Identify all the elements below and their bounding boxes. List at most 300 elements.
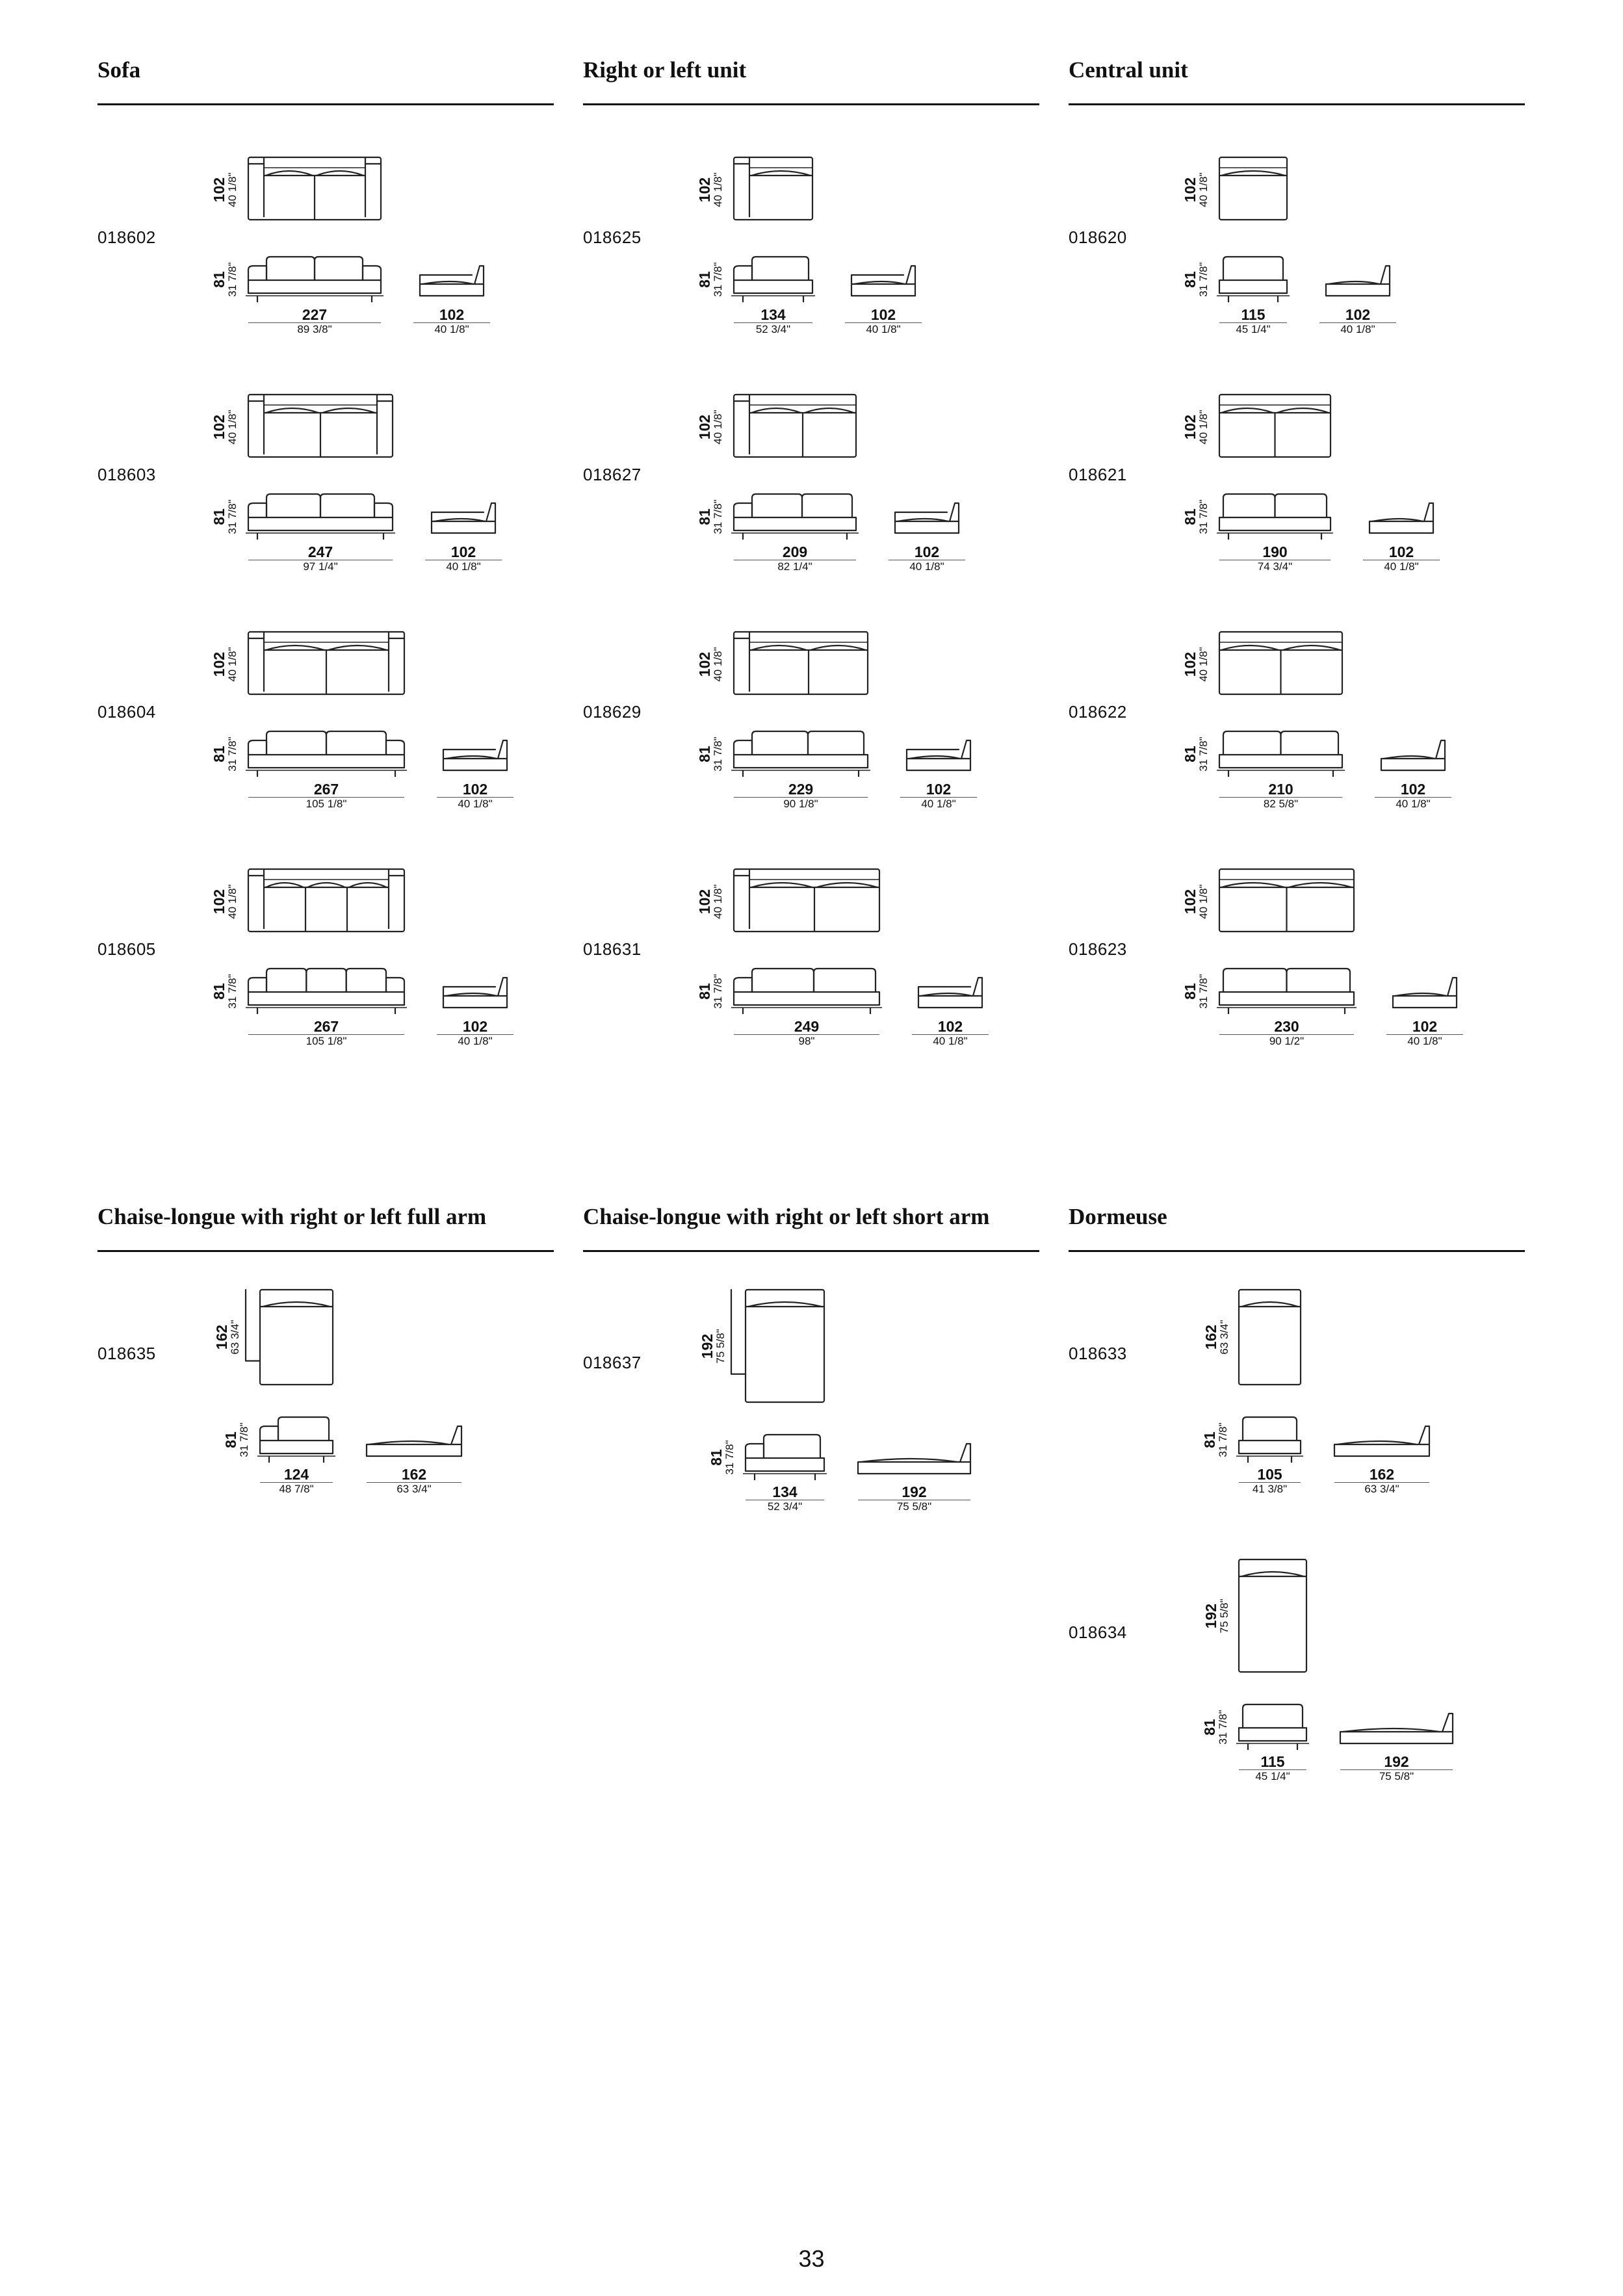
back-cushion-front-2 [802, 494, 852, 517]
top-view-drawing [1219, 869, 1354, 932]
product-code: 018604 [97, 702, 156, 722]
section-title: Right or left unit [583, 59, 1039, 105]
height-dimension-in: 31 7/8" [226, 262, 239, 297]
long-side-view-drawing [1334, 1426, 1429, 1456]
product-code: 018629 [583, 702, 642, 722]
width-dimension [260, 1467, 333, 1495]
side-dimension-cm: 192 [902, 1483, 927, 1500]
side-dimension-in: 75 5/8" [858, 1500, 970, 1513]
side-dimension-cm: 102 [1412, 1018, 1438, 1035]
depth-dimension-cm: 162 [213, 1324, 231, 1350]
long-side-view-drawing [367, 1426, 461, 1456]
height-dimension-in: 31 7/8" [238, 1422, 251, 1457]
top-view-drawing [248, 632, 404, 694]
side-dimension [1375, 781, 1451, 810]
side-dimension-cm: 102 [926, 781, 952, 798]
side-dimension-in: 40 1/8" [437, 1034, 513, 1047]
product-item [1069, 1290, 1525, 1504]
product-item [583, 624, 1039, 839]
side-dimension-cm: 102 [870, 306, 896, 323]
product-drawing [1069, 150, 1525, 364]
depth-dimension-cm: 102 [696, 177, 714, 203]
back-cushion-front-1 [1223, 969, 1287, 992]
side-dimension-cm: 102 [462, 1018, 488, 1035]
depth-dimension-in: 75 5/8" [1218, 1598, 1231, 1634]
product-code: 018631 [583, 939, 642, 959]
front-view-drawing [731, 494, 859, 540]
depth-dimension-in: 63 3/4" [1218, 1320, 1231, 1355]
chaise-seat [367, 1444, 461, 1456]
side-view-drawing [1370, 503, 1433, 533]
left-arm-front [734, 503, 752, 517]
back-cushion-front-2 [808, 731, 864, 755]
depth-dimension-cm: 102 [1182, 177, 1199, 203]
width-dimension-in: 45 1/4" [1239, 1769, 1306, 1782]
height-dimension-in: 31 7/8" [1197, 737, 1210, 772]
side-backrest [906, 266, 915, 284]
side-dimension-in: 63 3/4" [1334, 1482, 1429, 1495]
front-view-drawing [731, 731, 870, 777]
side-backrest [474, 266, 484, 284]
back-cushion-front-1 [1243, 1417, 1297, 1441]
side-backrest [961, 740, 970, 759]
side-dimension-in: 40 1/8" [1319, 322, 1396, 335]
height-dimension-cm: 81 [1182, 271, 1199, 288]
side-dimension [413, 307, 490, 335]
side-view-drawing [895, 503, 959, 533]
seat-base [248, 517, 393, 530]
height-dimension-cm: 81 [222, 1431, 240, 1448]
height-dimension-cm: 81 [1182, 746, 1199, 763]
back-cushion-front-2 [1281, 731, 1339, 755]
back-cushion-front-2 [1275, 494, 1327, 517]
back-cushion-front-1 [752, 257, 809, 280]
seat-base [734, 517, 856, 530]
front-view-drawing [731, 257, 815, 302]
seat-base [1239, 1728, 1306, 1741]
side-dimension [1319, 307, 1396, 335]
top-view-drawing [734, 869, 879, 932]
side-dimension-in: 40 1/8" [900, 797, 977, 810]
depth-dimension-in: 63 3/4" [229, 1320, 242, 1355]
side-dimension [1386, 1019, 1463, 1047]
depth-dimension-cm: 102 [696, 414, 714, 440]
product-code: 018621 [1069, 465, 1127, 484]
front-view-drawing [246, 494, 395, 540]
chaise-backrest [1442, 1714, 1453, 1732]
height-dimension-in: 31 7/8" [1197, 974, 1210, 1009]
depth-dimension-in: 40 1/8" [226, 647, 239, 682]
product-code: 018633 [1069, 1344, 1127, 1363]
side-dimension-cm: 162 [1369, 1466, 1395, 1483]
left-arm-front [734, 266, 752, 280]
section-6 [1069, 1204, 1525, 1783]
depth-dimension-in: 40 1/8" [712, 647, 725, 682]
side-seat [1326, 284, 1390, 296]
width-dimension [746, 1484, 824, 1513]
side-dimension-cm: 162 [401, 1466, 427, 1483]
width-dimension [248, 544, 393, 573]
chaise-backrest [960, 1444, 970, 1462]
width-dimension [734, 544, 856, 573]
top-view-outline [734, 395, 856, 457]
side-dimension-cm: 102 [937, 1018, 963, 1035]
height-dimension-in: 31 7/8" [1217, 1422, 1230, 1457]
height-dimension-in: 31 7/8" [712, 262, 725, 297]
seat-base [248, 992, 404, 1005]
front-view-drawing [1236, 1704, 1309, 1750]
side-dimension [425, 544, 502, 573]
seat-base [734, 992, 879, 1005]
product-code: 018634 [1069, 1623, 1127, 1642]
width-dimension-in: 82 1/4" [734, 560, 856, 573]
product-item [583, 150, 1039, 364]
height-dimension-cm: 81 [696, 508, 714, 525]
product-item [1069, 624, 1525, 839]
seat-base [248, 280, 381, 293]
depth-dimension-cm: 102 [1182, 651, 1199, 677]
height-dimension-in: 31 7/8" [723, 1440, 736, 1475]
width-dimension-cm: 229 [788, 781, 814, 798]
product-drawing [583, 1290, 1039, 1504]
top-view-drawing [1219, 157, 1287, 220]
chaise-backrest [451, 1426, 461, 1444]
side-seat [1370, 521, 1433, 533]
side-dimension-cm: 102 [462, 781, 488, 798]
back-cushion-front-2 [814, 969, 876, 992]
height-dimension-in: 31 7/8" [1197, 262, 1210, 297]
side-dimension-cm: 102 [914, 543, 940, 560]
side-view-drawing [443, 978, 507, 1008]
height-dimension-cm: 81 [211, 983, 228, 1000]
product-item [1069, 861, 1525, 1076]
side-dimension-in: 40 1/8" [1375, 797, 1451, 810]
right-arm-front [374, 503, 393, 517]
side-seat [432, 521, 495, 533]
back-cushion-front-2 [320, 494, 374, 517]
left-arm-front [248, 740, 266, 755]
height-dimension-cm: 81 [1182, 983, 1199, 1000]
width-dimension-in: 41 3/8" [1239, 1482, 1301, 1495]
width-dimension-cm: 210 [1268, 781, 1293, 798]
side-backrest [486, 503, 495, 521]
height-dimension-in: 31 7/8" [226, 737, 239, 772]
depth-dimension-cm: 102 [211, 889, 228, 915]
side-dimension-cm: 102 [1388, 543, 1414, 560]
side-backrest [1381, 266, 1390, 284]
depth-dimension-cm: 162 [1202, 1324, 1220, 1350]
seat-base [1219, 517, 1331, 530]
front-view-drawing [246, 257, 383, 302]
product-item [97, 861, 554, 1076]
right-arm-front [363, 266, 381, 280]
side-seat [443, 759, 507, 770]
width-dimension [1219, 1019, 1354, 1047]
side-seat [443, 996, 507, 1008]
product-code: 018603 [97, 465, 156, 484]
height-dimension-in: 31 7/8" [1197, 499, 1210, 534]
section-title: Dormeuse [1069, 1205, 1525, 1252]
depth-dimension-in: 75 5/8" [714, 1328, 727, 1364]
product-item [1069, 387, 1525, 601]
product-code: 018605 [97, 939, 156, 959]
side-view-drawing [443, 740, 507, 770]
width-dimension-in: 52 3/4" [746, 1500, 824, 1513]
long-side-view-drawing [1340, 1714, 1453, 1743]
width-dimension [1219, 307, 1287, 335]
product-code: 018602 [97, 228, 156, 247]
side-dimension [1363, 544, 1440, 573]
seat-base [1239, 1441, 1301, 1454]
product-code: 018623 [1069, 939, 1127, 959]
height-dimension-cm: 81 [211, 746, 228, 763]
depth-dimension-in: 40 1/8" [712, 410, 725, 445]
top-view-drawing [734, 395, 856, 457]
top-view-drawing [1239, 1290, 1301, 1385]
top-view-drawing [734, 157, 812, 220]
width-dimension-in: 45 1/4" [1219, 322, 1287, 335]
section-title: Chaise-longue with right or left full arm [97, 1205, 554, 1252]
seat-base [248, 755, 404, 768]
side-dimension-cm: 192 [1384, 1753, 1409, 1770]
side-dimension-in: 40 1/8" [1386, 1034, 1463, 1047]
top-view-drawing [734, 632, 868, 694]
side-dimension-in: 40 1/8" [413, 322, 490, 335]
front-view-drawing [1236, 1417, 1303, 1463]
depth-dimension-cm: 102 [211, 414, 228, 440]
product-code: 018622 [1069, 702, 1127, 722]
side-dimension-cm: 102 [1345, 306, 1371, 323]
back-cushion-front-2 [306, 969, 346, 992]
left-arm-front [248, 266, 266, 280]
side-backrest [1436, 740, 1445, 759]
top-view-drawing [1239, 1559, 1306, 1672]
side-backrest [973, 978, 982, 996]
product-item [97, 624, 554, 839]
top-view-drawing [246, 1290, 333, 1385]
section-title: Central unit [1069, 59, 1525, 105]
side-seat [1393, 996, 1457, 1008]
depth-dimension-in: 40 1/8" [226, 410, 239, 445]
side-backrest [498, 740, 507, 759]
seat-base [734, 755, 868, 768]
front-view-drawing [1217, 257, 1290, 302]
height-dimension-cm: 81 [696, 746, 714, 763]
seat-base [1219, 992, 1354, 1005]
depth-dimension-in: 40 1/8" [226, 172, 239, 207]
side-dimension-in: 63 3/4" [367, 1482, 461, 1495]
height-dimension-in: 31 7/8" [226, 499, 239, 534]
height-dimension-cm: 81 [211, 508, 228, 525]
height-dimension-in: 31 7/8" [1217, 1710, 1230, 1745]
product-code: 018627 [583, 465, 642, 484]
side-dimension [900, 781, 977, 810]
product-item [583, 861, 1039, 1076]
section-5 [583, 1204, 1039, 1513]
product-code: 018637 [583, 1353, 642, 1372]
side-dimension-in: 40 1/8" [912, 1034, 989, 1047]
top-view-drawing [1219, 632, 1342, 694]
width-dimension-in: 89 3/8" [248, 322, 381, 335]
height-dimension-cm: 81 [1201, 1719, 1219, 1736]
depth-dimension-cm: 192 [699, 1333, 716, 1359]
width-dimension-in: 105 1/8" [248, 1034, 404, 1047]
top-view-outline [734, 157, 812, 220]
back-cushion-front-1 [764, 1435, 820, 1458]
side-seat [851, 284, 915, 296]
back-cushion-front-1 [266, 731, 326, 755]
chaise-arm [246, 1290, 260, 1361]
side-view-drawing [420, 266, 484, 296]
side-dimension [437, 781, 513, 810]
side-dimension-in: 40 1/8" [1363, 560, 1440, 573]
side-view-drawing [1326, 266, 1390, 296]
section-1 [97, 57, 554, 1048]
height-dimension-cm: 81 [1182, 508, 1199, 525]
depth-dimension-in: 40 1/8" [1197, 884, 1210, 919]
width-dimension [734, 1019, 879, 1047]
width-dimension-in: 98" [734, 1034, 879, 1047]
product-item [97, 150, 554, 364]
side-view-drawing [432, 503, 495, 533]
section-4 [97, 1204, 554, 1496]
seat-base [1219, 280, 1287, 293]
side-seat [1381, 759, 1445, 770]
width-dimension-in: 82 5/8" [1219, 797, 1342, 810]
width-dimension-in: 74 3/4" [1219, 560, 1331, 573]
depth-dimension-cm: 102 [1182, 414, 1199, 440]
depth-dimension-cm: 102 [211, 651, 228, 677]
section-3 [1069, 57, 1525, 1048]
product-code: 018620 [1069, 228, 1127, 247]
product-code: 018635 [97, 1344, 156, 1363]
width-dimension [1239, 1754, 1306, 1782]
side-dimension [858, 1484, 970, 1513]
height-dimension-in: 31 7/8" [226, 974, 239, 1009]
width-dimension-cm: 227 [302, 306, 328, 323]
back-cushion-front-1 [266, 494, 320, 517]
side-dimension [367, 1467, 461, 1495]
back-cushion-front-1 [752, 731, 808, 755]
width-dimension-cm: 247 [307, 543, 333, 560]
width-dimension-in: 90 1/2" [1219, 1034, 1354, 1047]
top-view-outline [734, 632, 868, 694]
chaise-seat [1340, 1732, 1453, 1743]
width-dimension-cm: 105 [1257, 1466, 1282, 1483]
back-cushion-front-3 [346, 969, 386, 992]
product-item [1069, 1559, 1525, 1783]
width-dimension-in: 52 3/4" [734, 322, 812, 335]
width-dimension-in: 97 1/4" [248, 560, 393, 573]
left-arm-front [734, 740, 752, 755]
depth-dimension-in: 40 1/8" [226, 884, 239, 919]
width-dimension-in: 90 1/8" [734, 797, 868, 810]
top-view-outline [1219, 157, 1287, 220]
side-seat [420, 284, 484, 296]
width-dimension [734, 781, 868, 810]
width-dimension [734, 307, 812, 335]
product-item [1069, 150, 1525, 364]
top-view-outline [1239, 1290, 1301, 1385]
side-dimension-cm: 102 [1400, 781, 1426, 798]
side-seat [918, 996, 982, 1008]
top-view-outline [248, 869, 404, 932]
product-item [583, 1290, 1039, 1513]
width-dimension-cm: 115 [1241, 306, 1266, 323]
front-view-drawing [246, 969, 407, 1014]
height-dimension-in: 31 7/8" [712, 974, 725, 1009]
depth-dimension-cm: 102 [696, 651, 714, 677]
side-seat [907, 759, 970, 770]
front-view-drawing [1217, 494, 1333, 540]
left-arm-front [734, 978, 752, 992]
side-view-drawing [907, 740, 970, 770]
width-dimension [248, 307, 381, 335]
back-cushion-front-1 [752, 969, 814, 992]
front-view-drawing [1217, 969, 1357, 1014]
width-dimension-in: 48 7/8" [260, 1482, 333, 1495]
depth-dimension-cm: 102 [1182, 889, 1199, 915]
page-number: 33 [798, 2245, 825, 2272]
right-arm-front [386, 978, 404, 992]
width-dimension-cm: 230 [1274, 1018, 1299, 1035]
side-dimension-in: 40 1/8" [425, 560, 502, 573]
height-dimension-cm: 81 [1201, 1431, 1219, 1448]
depth-dimension-in: 40 1/8" [1197, 647, 1210, 682]
section-title: Sofa [97, 59, 554, 105]
product-code: 018625 [583, 228, 642, 247]
back-cushion-front-2 [315, 257, 363, 280]
side-dimension [1334, 1467, 1429, 1495]
seat-base [734, 280, 812, 293]
side-dimension-in: 75 5/8" [1340, 1769, 1453, 1782]
side-dimension [437, 1019, 513, 1047]
width-dimension-cm: 249 [794, 1018, 820, 1035]
left-arm-front [248, 503, 266, 517]
front-view-drawing [1217, 731, 1345, 777]
front-view-drawing [257, 1417, 335, 1463]
height-dimension-cm: 81 [211, 271, 228, 288]
product-item [97, 387, 554, 601]
width-dimension-cm: 115 [1260, 1753, 1285, 1770]
side-backrest [1448, 978, 1457, 996]
width-dimension-cm: 134 [772, 1483, 798, 1500]
product-item [583, 387, 1039, 601]
front-view-drawing [731, 969, 882, 1014]
product-drawing [1069, 1559, 1525, 1774]
back-cushion-front-1 [278, 1417, 329, 1441]
width-dimension [1219, 544, 1331, 573]
side-backrest [498, 978, 507, 996]
side-dimension-in: 40 1/8" [889, 560, 965, 573]
depth-dimension-in: 40 1/8" [1197, 410, 1210, 445]
top-view-drawing [248, 157, 381, 220]
side-backrest [1424, 503, 1433, 521]
width-dimension-cm: 190 [1262, 543, 1288, 560]
side-backrest [950, 503, 959, 521]
front-view-drawing [743, 1435, 827, 1480]
section-2 [583, 57, 1039, 1048]
width-dimension [1239, 1467, 1301, 1495]
back-cushion-front-1 [752, 494, 802, 517]
top-view-drawing [248, 869, 404, 932]
back-cushion-front-1 [266, 257, 315, 280]
top-view-drawing [731, 1290, 824, 1402]
width-dimension-cm: 267 [313, 781, 339, 798]
back-cushion-front-1 [1223, 494, 1275, 517]
width-dimension [1219, 781, 1342, 810]
chaise-seat [1334, 1444, 1429, 1456]
